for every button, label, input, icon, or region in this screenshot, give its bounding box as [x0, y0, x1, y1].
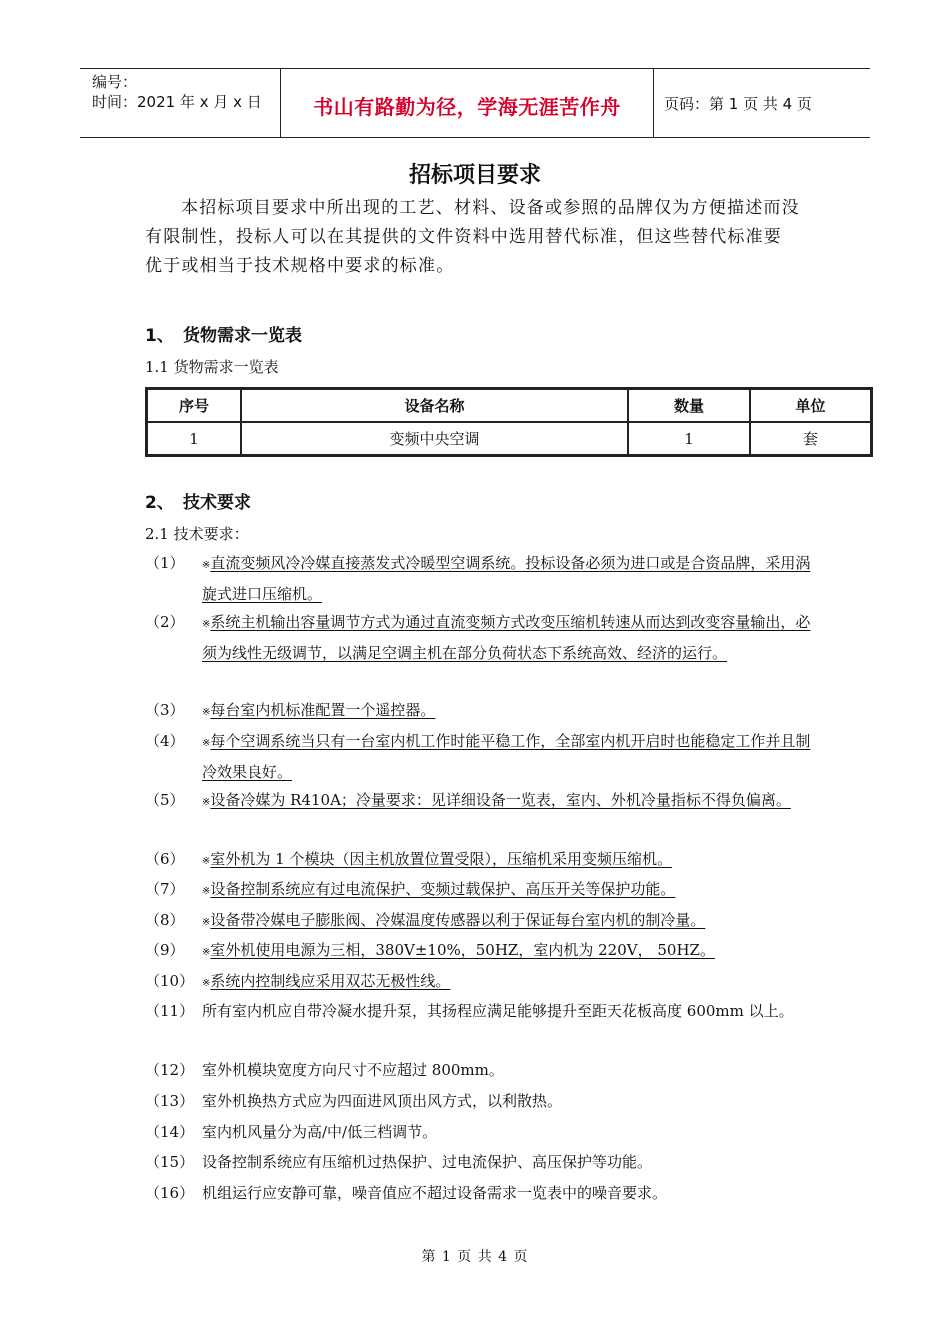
page-title: 招标项目要求: [408, 163, 541, 188]
requirement-item: [145, 1056, 815, 1085]
asterisk-mark-icon: ※: [202, 856, 211, 867]
col-header-unit: 单位: [750, 389, 871, 422]
cell-index: 1: [147, 422, 241, 455]
requirement-number: （7）: [145, 880, 185, 898]
section-1-title: 货物需求一览表: [183, 326, 302, 346]
requirement-text: 设备带冷媒电子膨胀阀、冷媒温度传感器以利于保证每台室内机的制冷量。: [210, 911, 706, 929]
requirement-number: （4）: [145, 732, 185, 750]
requirement-text: 每台室内机标准配置一个遥控器。: [210, 701, 436, 719]
asterisk-mark-icon: ※: [202, 917, 211, 928]
requirement-item: [145, 549, 815, 609]
requirement-number: （5）: [145, 791, 185, 809]
requirement-number: （12）: [145, 1061, 195, 1079]
requirement-text: 系统主机输出容量调节方式为通过直流变频方式改变压缩机转速从而达到改变容量输出，必须为线性无级调节，以满足空调主机在部分负荷状态下系统高效、经济的运行。: [202, 613, 811, 662]
col-header-index: 序号: [147, 389, 241, 422]
requirement-item: [145, 1179, 815, 1208]
requirement-item: [145, 696, 815, 727]
cell-name: 变频中央空调: [241, 422, 628, 455]
page-info: 页码：第 1 页 共 4 页: [664, 95, 812, 113]
requirement-text: 室外机使用电源为三相，380V±10%，50HZ，室内机为 220V， 50HZ。: [210, 941, 715, 959]
requirement-number: （11）: [145, 1002, 195, 1020]
intro-paragraph: 本招标项目要求中所出现的工艺、材料、设备或参照的品牌仅为方便描述而没有限制性，投标人可以在其提供的文件资料中选用替代标准，但这些替代标准要优于或相当于技术规格中要求的标准。: [145, 198, 800, 276]
requirement-text: 设备控制系统应有过电流保护、变频过载保护、高压开关等保护功能。: [210, 880, 676, 898]
asterisk-mark-icon: ※: [202, 738, 211, 749]
document-header: [80, 68, 870, 138]
section-1-subtitle: 1.1 货物需求一览表: [145, 358, 279, 376]
requirement-number: （14）: [145, 1123, 195, 1141]
asterisk-mark-icon: ※: [202, 707, 211, 718]
asterisk-mark-icon: ※: [202, 886, 211, 897]
header-meta: [80, 69, 280, 137]
requirement-item: [145, 608, 815, 668]
requirement-number: （1）: [145, 554, 185, 572]
requirement-item: [145, 875, 815, 906]
motto: 书山有路勤为径，学海无涯苦作舟: [313, 95, 621, 119]
requirement-number: （10）: [145, 972, 195, 990]
requirement-text: 系统内控制线应采用双芯无极性线。: [210, 972, 451, 990]
requirement-text: 每个空调系统当只有一台室内机工作时能平稳工作，全部室内机开启时也能稳定工作并且制冷效果良好。: [202, 732, 811, 781]
requirement-text: 直流变频风冷冷媒直接蒸发式冷暖型空调系统。投标设备必须为进口或是合资品牌，采用涡旋式进口压缩机。: [202, 554, 811, 603]
requirement-text: 机组运行应安静可靠，噪音值应不超过设备需求一览表中的噪音要求。: [202, 1184, 668, 1202]
requirement-item: [145, 1087, 815, 1116]
col-header-qty: 数量: [628, 389, 750, 422]
col-header-name: 设备名称: [241, 389, 628, 422]
requirement-text: 室外机换热方式应为四面进风顶出风方式，以利散热。: [202, 1092, 563, 1110]
requirement-number: （2）: [145, 613, 185, 631]
requirement-item: [145, 906, 815, 937]
requirement-number: （6）: [145, 850, 185, 868]
asterisk-mark-icon: ※: [202, 560, 211, 571]
table-row: [147, 422, 871, 455]
requirement-number: （9）: [145, 941, 185, 959]
page-footer: 第 1 页 共 4 页: [421, 1249, 529, 1265]
section-2-subtitle: 2.1 技术要求：: [145, 525, 249, 543]
cell-unit: 套: [750, 422, 871, 455]
requirement-number: （16）: [145, 1184, 195, 1202]
asterisk-mark-icon: ※: [202, 947, 211, 958]
requirement-item: [145, 936, 815, 967]
requirement-text: 设备冷媒为 R410A；冷量要求：见详细设备一览表，室内、外机冷量指标不得负偏离。: [210, 791, 791, 809]
requirement-text: 室内机风量分为高/中/低三档调节。: [202, 1123, 438, 1141]
requirement-item: [145, 967, 815, 998]
requirement-item: [145, 1118, 815, 1147]
section-1-number: 1、: [145, 326, 174, 346]
section-2-number: 2、: [145, 493, 174, 513]
goods-table: [145, 387, 873, 457]
asterisk-mark-icon: ※: [202, 797, 211, 808]
requirement-text: 所有室内机应自带冷凝水提升泵，其扬程应满足能够提升至距天花板高度 600mm 以上。: [202, 1002, 794, 1020]
requirement-item: [145, 845, 815, 876]
number-label: 编号：: [92, 73, 138, 91]
asterisk-mark-icon: ※: [202, 978, 211, 989]
section-2-heading: [145, 488, 251, 513]
cell-qty: 1: [628, 422, 750, 455]
requirement-number: （3）: [145, 701, 185, 719]
requirement-text: 室外机为 1 个模块（因主机放置位置受限），压缩机采用变频压缩机。: [210, 850, 672, 868]
requirement-number: （15）: [145, 1153, 195, 1171]
requirement-item: [145, 786, 815, 817]
section-1-heading: [145, 321, 302, 346]
asterisk-mark-icon: ※: [202, 619, 211, 630]
header-motto-cell: [280, 69, 654, 137]
requirement-text: 室外机模块宽度方向尺寸不应超过 800mm。: [202, 1061, 504, 1079]
requirement-item: [145, 727, 815, 787]
date-label: 时间：2021 年 x 月 x 日: [92, 93, 262, 111]
table-header-row: [147, 389, 871, 422]
requirement-number: （8）: [145, 911, 185, 929]
section-2-title: 技术要求: [183, 493, 251, 513]
requirement-number: （13）: [145, 1092, 195, 1110]
requirement-item: [145, 997, 815, 1026]
requirement-item: [145, 1148, 815, 1177]
requirement-text: 设备控制系统应有压缩机过热保护、过电流保护、高压保护等功能。: [202, 1153, 653, 1171]
